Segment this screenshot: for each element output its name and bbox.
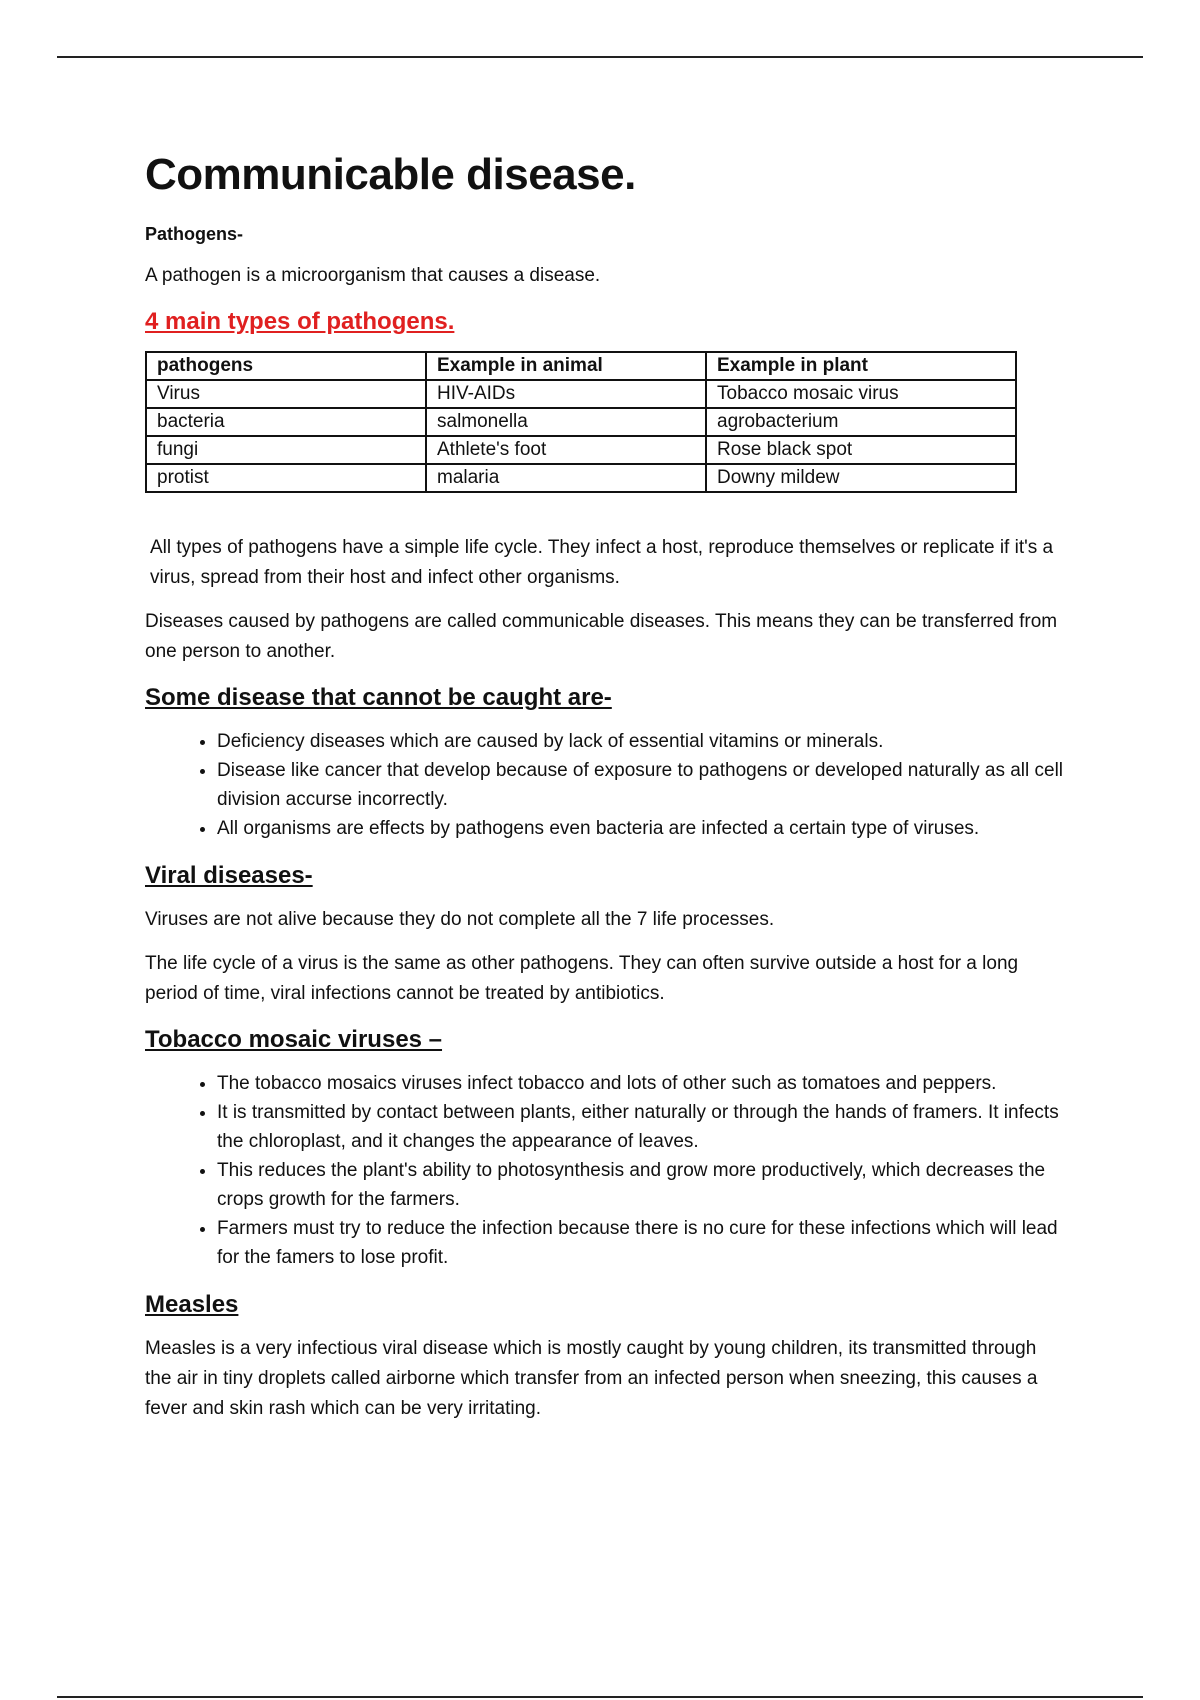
table-cell: malaria [426,464,706,492]
table-cell: Virus [146,380,426,408]
table-row [146,436,1016,464]
list-item: • Disease like cancer that develop because of exposure to pathogens or developed naturally as all cell division accurse incorrectly. [217,756,1065,814]
table-cell: bacteria [146,408,426,436]
list-item: • All organisms are effects by pathogens even bacteria are infected a certain type of viruses. [217,814,1065,843]
table-cell: fungi [146,436,426,464]
measles-heading: Measles [145,1291,239,1318]
table-header-row [146,352,1016,380]
viral-paragraph-1: Viruses are not alive because they do not complete all the 7 life processes. [145,909,775,930]
table-header-cell: pathogens [146,352,426,380]
page-title: Communicable disease. [145,150,636,199]
table-header-cell: Example in plant [706,352,1016,380]
tobacco-list [145,1069,1065,1272]
top-rule [57,56,1143,58]
table-row [146,380,1016,408]
list-item: • It is transmitted by contact between plants, either naturally or through the hands of framers. It infects the chloroplast, and it changes the appearance of leaves. [217,1098,1065,1156]
not-caught-heading: Some disease that cannot be caught are- [145,684,612,711]
life-cycle-paragraph: All types of pathogens have a simple life cycle. They infect a host, reproduce themselves or replicate if it's a virus, spread from their host and infect other organisms. [150,537,1054,588]
communicable-paragraph: Diseases caused by pathogens are called communicable diseases. This means they can be transferred from one person to another. [145,611,1058,662]
measles-paragraph: Measles is a very infectious viral disease which is mostly caught by young children, its transmitted through the air in tiny droplets called airborne which transfer from an infected person when sneezing, this causes a fever and skin rash which can be very irritating. [145,1338,1038,1419]
list-item: • This reduces the plant's ability to photosynthesis and grow more productively, which decreases the crops growth for the farmers. [217,1156,1065,1214]
pathogens-label: Pathogens- [145,224,244,244]
table-cell: Tobacco mosaic virus [706,380,1016,408]
table-cell: agrobacterium [706,408,1016,436]
table-cell: HIV-AIDs [426,380,706,408]
table-row [146,408,1016,436]
not-caught-list [145,727,1065,843]
viral-heading: Viral diseases- [145,862,313,889]
list-item: • Farmers must try to reduce the infection because there is no cure for these infections which will lead for the famers to lose profit. [217,1214,1065,1272]
list-item: • Deficiency diseases which are caused by lack of essential vitamins or minerals. [217,727,1065,756]
table-cell: Athlete's foot [426,436,706,464]
viral-paragraph-2: The life cycle of a virus is the same as other pathogens. They can often survive outside a host for a long period of time, viral infections cannot be treated by antibiotics. [145,953,1019,1004]
table-cell: salmonella [426,408,706,436]
list-item: • The tobacco mosaics viruses infect tobacco and lots of other such as tomatoes and peppers. [217,1069,1065,1098]
pathogen-definition: A pathogen is a microorganism that causes a disease. [145,265,601,286]
table-header-cell: Example in animal [426,352,706,380]
pathogens-table [145,351,1017,493]
table-cell: Rose black spot [706,436,1016,464]
table-cell: Downy mildew [706,464,1016,492]
table-cell: protist [146,464,426,492]
tobacco-heading: Tobacco mosaic viruses – [145,1026,443,1053]
document-page [145,150,1065,1438]
types-heading: 4 main types of pathogens. [145,308,455,335]
bottom-rule [57,1696,1143,1698]
table-row [146,464,1016,492]
